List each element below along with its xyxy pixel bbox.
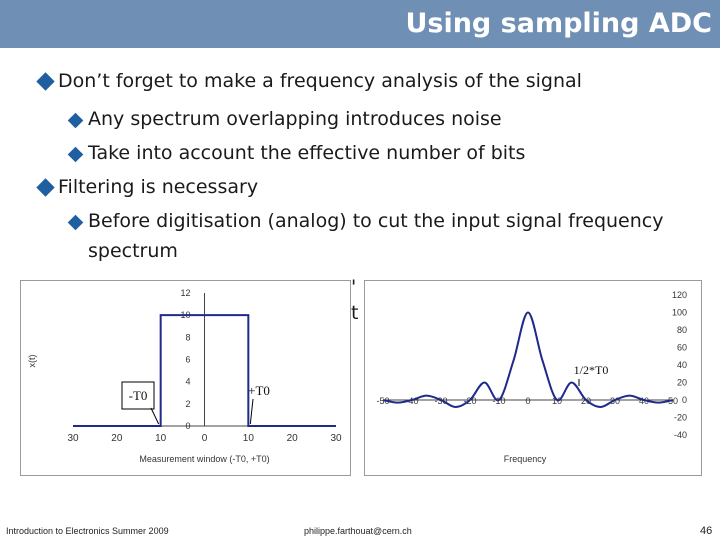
footer-email: philippe.farthouat@cern.ch <box>304 526 412 536</box>
x-tick-label: 10 <box>242 433 254 444</box>
y-tick-label: 0 <box>681 395 687 405</box>
y-tick-label: 120 <box>671 290 687 300</box>
x-tick-label: -10 <box>492 396 506 406</box>
bullet-1-2: Take into account the effective number of bits <box>88 142 526 164</box>
x-axis-title: Frequency <box>503 454 547 464</box>
annotation-label: +T0 <box>248 383 270 398</box>
x-tick-label: 0 <box>201 433 208 444</box>
annotation-pointer <box>151 408 159 424</box>
y-tick-label: 0 <box>185 421 191 431</box>
x-tick-label: 0 <box>525 396 531 406</box>
x-tick-label: 50 <box>667 396 679 406</box>
annotation-label: -T0 <box>128 388 148 403</box>
page-number: 46 <box>700 525 713 537</box>
occluded-text-fragment: t <box>351 302 359 324</box>
y-tick-label: 12 <box>180 288 191 298</box>
x-tick-label: 20 <box>580 396 592 406</box>
x-tick-label: 10 <box>155 433 167 444</box>
y-tick-label: -20 <box>673 412 687 423</box>
footer-course: Introduction to Electronics Summer 2009 <box>6 526 169 536</box>
bullet-1-1: Any spectrum overlapping introduces noise <box>88 108 502 130</box>
y-tick-label: 40 <box>676 360 687 370</box>
bullet-diamond-icon <box>36 178 54 196</box>
y-axis-title: x(t) <box>27 354 37 368</box>
x-tick-label: 20 <box>111 433 123 444</box>
bullet-diamond-icon <box>68 215 84 231</box>
bullet-2-1-continued: spectrum <box>88 240 178 262</box>
y-tick-label: 60 <box>676 342 687 353</box>
frequency-domain-chart-svg <box>365 281 701 475</box>
y-tick-label: 20 <box>676 377 687 388</box>
annotation-pointer <box>250 399 253 424</box>
y-tick-label: 80 <box>676 325 687 335</box>
x-tick-label: -20 <box>463 396 477 406</box>
x-tick-label: -40 <box>405 396 419 406</box>
y-tick-label: 8 <box>185 332 191 343</box>
bullet-diamond-icon <box>68 113 84 129</box>
x-tick-label: 10 <box>551 396 563 406</box>
bullet-1: Don’t forget to make a frequency analysis of the signal <box>58 70 582 92</box>
header-bar <box>0 0 720 48</box>
y-tick-label: 6 <box>185 354 191 365</box>
x-tick-label: -50 <box>376 396 390 406</box>
bullet-2: Filtering is necessary <box>58 176 259 198</box>
frequency-domain-chart <box>364 280 702 476</box>
y-tick-label: 100 <box>671 307 687 318</box>
x-axis-title: Measurement window (-T0, +T0) <box>139 454 270 464</box>
y-tick-label: 2 <box>185 398 191 409</box>
bullet-diamond-icon <box>68 147 84 163</box>
occluded-text-fragment: ' <box>351 276 357 298</box>
x-tick-label: -30 <box>434 396 448 406</box>
x-tick-label: 30 <box>67 433 79 444</box>
bullet-2-1: Before digitisation (analog) to cut the input signal frequency <box>88 210 664 232</box>
x-tick-label: 30 <box>609 396 621 406</box>
series-line <box>383 313 673 408</box>
annotation-label: 1/2*T0 <box>573 363 609 377</box>
x-tick-label: 40 <box>638 396 650 406</box>
y-tick-label: 10 <box>180 310 191 321</box>
time-domain-chart-svg <box>21 281 350 475</box>
time-domain-chart <box>20 280 351 476</box>
y-tick-label: -40 <box>673 430 687 440</box>
x-tick-label: 30 <box>330 433 342 444</box>
x-tick-label: 20 <box>286 433 298 444</box>
slide-title: Using sampling ADC <box>405 8 712 39</box>
bullet-diamond-icon <box>36 72 54 90</box>
y-tick-label: 4 <box>185 376 191 387</box>
